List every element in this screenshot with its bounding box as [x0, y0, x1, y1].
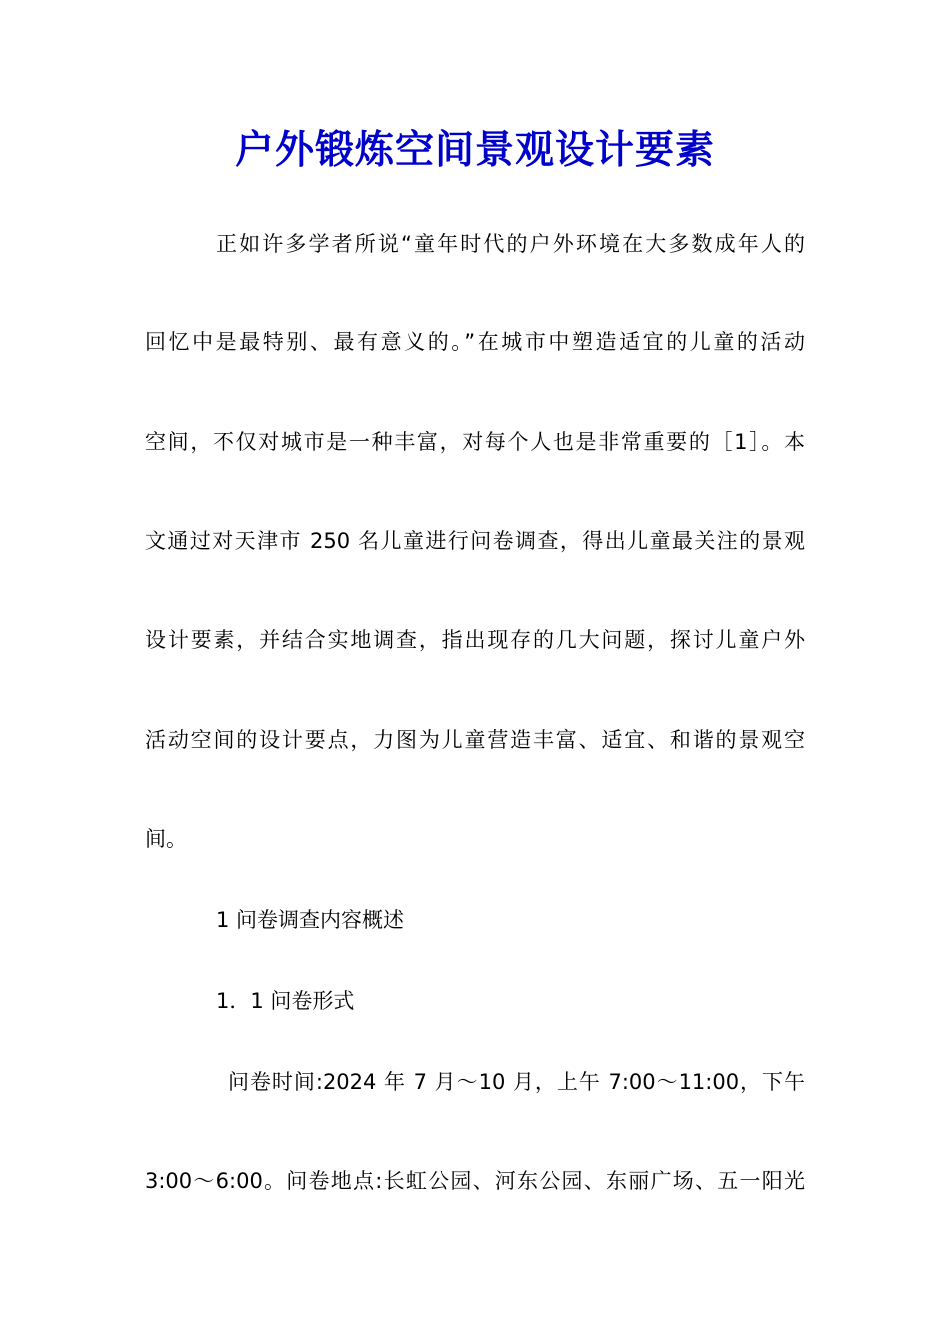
paragraph-line: 问卷时间:2024 年 7 月～10 月，上午 7:00～11:00，下午: [228, 1070, 805, 1094]
paragraph-line: 正如许多学者所说“童年时代的户外环境在大多数成年人的: [216, 232, 805, 256]
paragraph-line: 设计要素，并结合实地调查，指出现存的几大问题，探讨儿童户外: [145, 628, 805, 652]
paragraph-line: 回忆中是最特别、最有意义的。”在城市中塑造适宜的儿童的活动: [145, 330, 805, 354]
paragraph-line: 间。: [145, 827, 187, 851]
subsection-heading: 1．1 问卷形式: [216, 989, 355, 1013]
paragraph-line: 3:00～6:00。问卷地点:长虹公园、河东公园、东丽广场、五一阳光: [145, 1169, 805, 1193]
document-title: 户外锻炼空间景观设计要素: [234, 127, 715, 173]
section-heading: 1 问卷调查内容概述: [216, 908, 405, 932]
paragraph-line: 文通过对天津市 250 名儿童进行问卷调查，得出儿童最关注的景观: [145, 529, 805, 553]
paragraph-line: 活动空间的设计要点，力图为儿童营造丰富、适宜、和谐的景观空: [145, 728, 805, 752]
paragraph-line: 空间，不仅对城市是一种丰富，对每个人也是非常重要的［1］。本: [145, 430, 805, 454]
